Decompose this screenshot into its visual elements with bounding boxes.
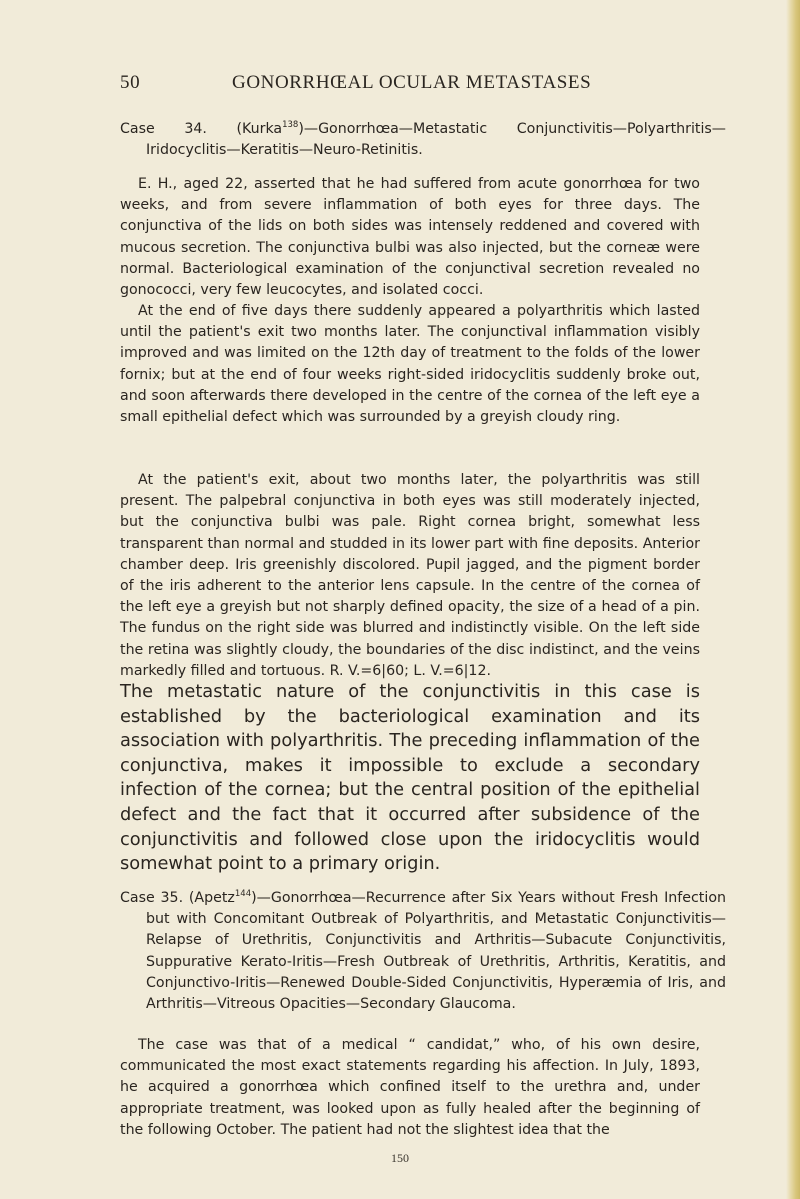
reference-number: 144 [234, 889, 252, 899]
running-header [120, 72, 700, 96]
case-34-heading: Case 34. (Kurka$^{138}$)—Gonorrhœa—Metastatic Conjunctivitis—Polyarthritis—Iridocyclitis—Keratitis—Neuro-Retinitis. [120, 120, 726, 159]
case-35-heading: Case 35. (Apetz$^{144}$)—Gonorrhœa—Recurrence after Six Years without Fresh Infection but with Concomitant Outbreak of Polyarthritis, and Metastatic Conjunctivitis—Relapse of Urethritis, Conjunctivitis and Arthritis—Subacute Conjunctivitis, Suppurative Kerato-Iritis—Fresh Outbreak of Urethritis, Arthritis, Keratitis, and Conjunctivo-Iritis—Renewed Double-Sided Conjunctivitis, Hyperæmia of Iris, and Arthritis—Vitreous Opacities—Secondary Glaucoma. [120, 889, 726, 1013]
scan-page-number: 150 [391, 1151, 409, 1165]
reference-number: 138 [282, 120, 299, 130]
case-35-paragraph-1: The case was that of a medical “ candidat,” who, of his own desire, communicated the most exact statements regarding his affection. In July, 1893, he acquired a gonorrhœa which confined itself to the urethra and, under appropriate treatment, was looked upon as fully healed after the beginning of the following October. The patient had not the slightest idea that the [120, 1037, 700, 1138]
case-34-paragraph-1: E. H., aged 22, asserted that he had suffered from acute gonorrhœa for two weeks, and from severe inflammation of both eyes for three days. The conjunctiva of the lids on both sides was intensely reddened and covered with mucous secretion. The conjunctiva bulbi was also injected, but the corneæ were normal. Bacteriological examination of the conjunctival secretion revealed no gonococci, very few leucocytes, and isolated cocci. [120, 176, 700, 299]
page-number: 50 [120, 72, 141, 93]
case-34-paragraph-3: At the patient's exit, about two months later, the polyarthritis was still present. The palpebral conjunctiva in both eyes was still moderately injected, but the conjunctiva bulbi was pale. Right cornea bright, somewhat less transparent than normal and studded in its lower part with fine deposits. Anterior chamber deep. Iris greenishly discolored. Pupil jagged, and the pigment border of the iris adherent to the anterior lens capsule. In the centre of the cornea of the left eye a greyish but not sharply defined opacity, the size of a head of a pin. The fundus on the right side was blurred and indistinctly visible. On the left side the retina was slightly cloudy, the boundaries of the disc indistinct, and the veins markedly filled and tortuous. R. V.=6|60; L. V.=6|12. [120, 472, 700, 679]
case-34-paragraph-2: At the end of five days there suddenly appeared a polyarthritis which lasted until the patient's exit two months later. The conjunctival inflammation visibly improved and was limited on the 12th day of treatment to the folds of the lower fornix; but at the end of four weeks right-sided iridocyclitis suddenly broke out, and soon afterwards there developed in the centre of the cornea of the left eye a small epithelial defect which was surrounded by a greyish cloudy ring. [120, 303, 700, 426]
page-edge [786, 0, 800, 1199]
running-title: GONORRHŒAL OCULAR METASTASES [232, 72, 592, 93]
commentary-paragraph: The metastatic nature of the conjunctivitis in this case is established by the bacteriological examination and its association with polyarthritis. The preceding inflammation of the conjunctiva, makes it impossible to exclude a secondary infection of the cornea; but the central position of the epithelial defect and the fact that it occurred after subsidence of the conjunctivitis and followed close upon the iridocyclitis would somewhat point to a primary origin. [120, 681, 700, 875]
